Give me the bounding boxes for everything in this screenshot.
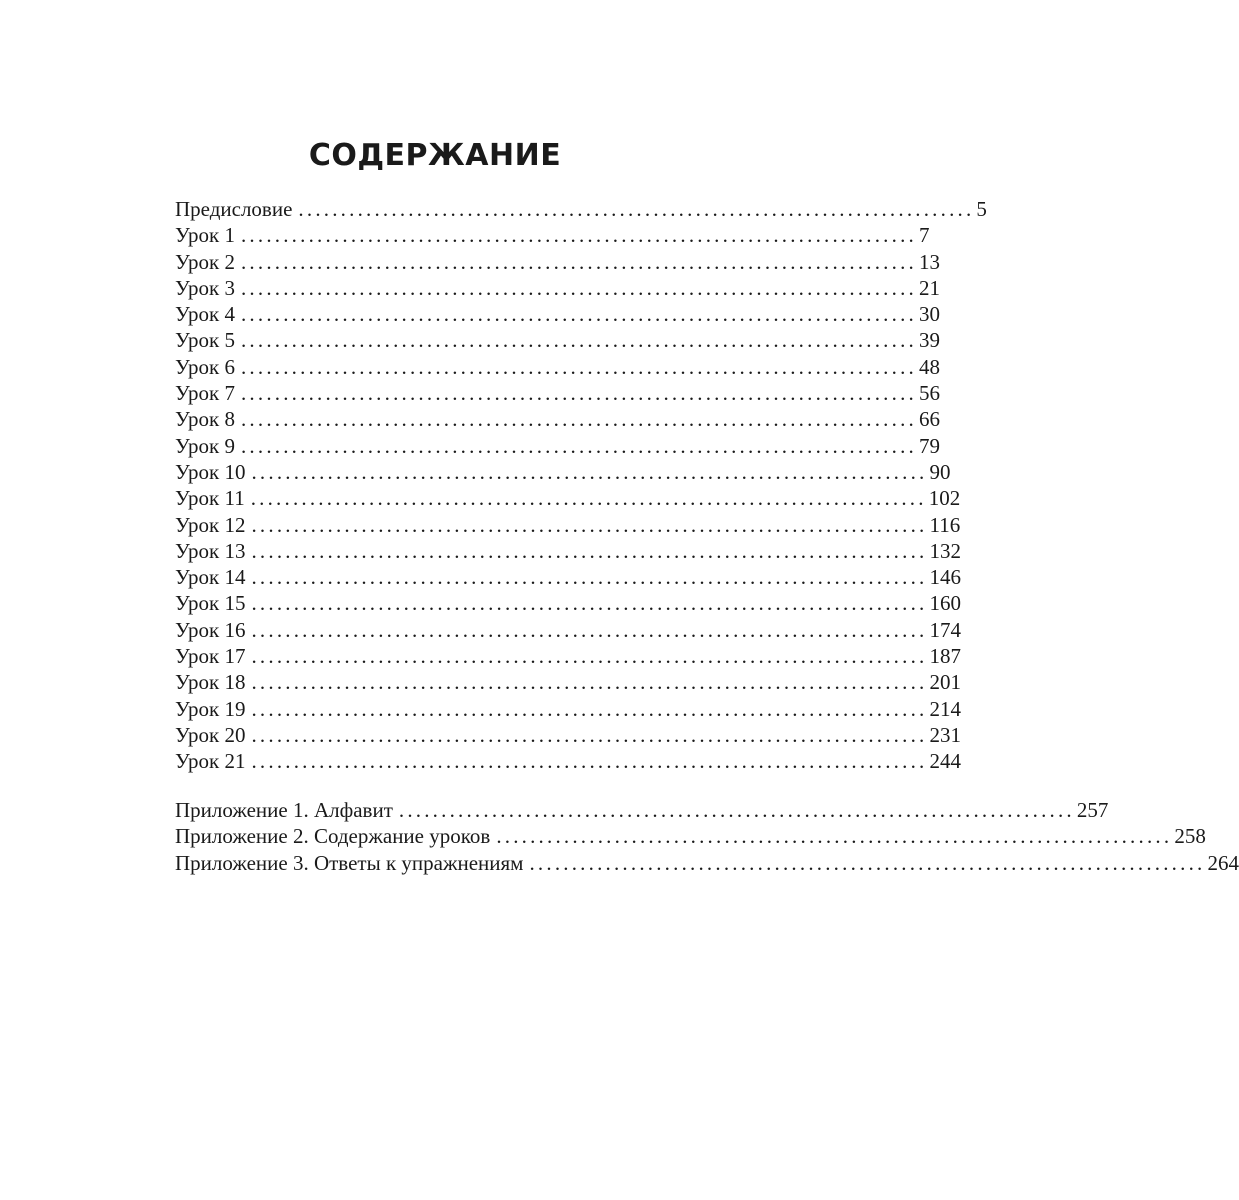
toc-entry-label: Урок 18 — [175, 670, 246, 695]
toc-entry-page: 244 — [929, 749, 961, 774]
toc-entry-page: 214 — [929, 696, 961, 721]
toc-dot-leader: ................................................................................ — [251, 459, 928, 484]
toc-entry-page: 231 — [929, 722, 961, 747]
toc-appendices-list — [175, 797, 1239, 876]
toc-dot-leader: ................................................................................ — [251, 670, 928, 695]
toc-dot-leader: ................................................................................ — [240, 328, 917, 353]
toc-dot-leader: ................................................................................ — [251, 591, 928, 616]
toc-entry-label: Урок 7 — [175, 381, 235, 406]
toc-entry-page: 201 — [929, 670, 961, 695]
toc-dot-leader: ................................................................................ — [529, 850, 1206, 875]
toc-entry-label: Урок 10 — [175, 459, 246, 484]
toc-entry-page: 174 — [929, 617, 961, 642]
toc-entry-page: 48 — [918, 354, 940, 379]
toc-dot-leader: ................................................................................ — [240, 249, 917, 274]
toc-entry-label: Урок 20 — [175, 722, 246, 747]
toc-dot-leader: ................................................................................ — [251, 644, 928, 669]
toc-entry — [175, 354, 940, 380]
toc-dot-leader: ................................................................................ — [251, 696, 928, 721]
toc-entry-page: 187 — [929, 644, 961, 669]
toc-dot-leader: ................................................................................ — [240, 433, 917, 458]
toc-entry-label: Урок 15 — [175, 591, 246, 616]
toc-entry — [175, 222, 930, 248]
toc-entry-page: 116 — [929, 512, 961, 537]
toc-dot-leader: ................................................................................ — [240, 275, 917, 300]
toc-entry — [175, 196, 987, 222]
toc-entry — [175, 696, 961, 722]
toc-entry — [175, 797, 1109, 823]
toc-entry — [175, 485, 961, 511]
toc-entry-page: 5 — [976, 197, 987, 221]
toc-entry-page: 13 — [918, 249, 940, 274]
toc-entry — [175, 275, 940, 301]
toc-dot-leader: ................................................................................ — [251, 512, 928, 537]
toc-entry-label: Урок 4 — [175, 302, 235, 327]
toc-entry-label: Урок 3 — [175, 275, 235, 300]
toc-entry — [175, 850, 1239, 876]
toc-entry — [175, 722, 961, 748]
toc-lessons-list — [175, 196, 987, 775]
toc-entry-label: Приложение 2. Содержание уроков — [175, 824, 491, 849]
toc-entry-page: 264 — [1207, 850, 1239, 875]
toc-entry-page: 258 — [1174, 824, 1206, 849]
toc-dot-leader: ................................................................................ — [251, 538, 928, 563]
toc-entry-page: 56 — [918, 381, 940, 406]
toc-entry-label: Урок 6 — [175, 354, 235, 379]
toc-entry — [175, 823, 1206, 849]
toc-dot-leader: ................................................................................ — [398, 798, 1075, 822]
toc-dot-leader: ................................................................................ — [240, 407, 917, 432]
toc-entry-label: Урок 8 — [175, 407, 235, 432]
toc-dot-leader: ................................................................................ — [250, 486, 927, 511]
toc-dot-leader: ................................................................................ — [240, 302, 917, 327]
toc-entry-label: Урок 5 — [175, 328, 235, 353]
toc-entry-page: 132 — [929, 538, 961, 563]
toc-entry — [175, 249, 940, 275]
toc-dot-leader: ................................................................................ — [251, 617, 928, 642]
toc-entry — [175, 380, 940, 406]
toc-dot-leader: ................................................................................ — [240, 381, 917, 406]
toc-entry-label: Приложение 1. Алфавит — [175, 798, 393, 822]
toc-entry-label: Урок 13 — [175, 538, 246, 563]
toc-entry-page: 90 — [929, 459, 951, 484]
toc-entry-label: Урок 21 — [175, 749, 246, 774]
toc-entry-page: 160 — [929, 591, 961, 616]
toc-entry — [175, 538, 961, 564]
toc-entry-label: Урок 14 — [175, 565, 246, 590]
toc-dot-leader: ................................................................................ — [298, 197, 975, 221]
toc-entry — [175, 406, 940, 432]
toc-entry-label: Урок 9 — [175, 433, 235, 458]
toc-entry-page: 102 — [928, 486, 961, 511]
toc-entry-label: Урок 12 — [175, 512, 246, 537]
toc-entry-page: 7 — [918, 223, 930, 248]
toc-entry — [175, 590, 961, 616]
toc-entry — [175, 301, 940, 327]
toc-dot-leader: ................................................................................ — [240, 354, 917, 379]
toc-entry-page: 66 — [918, 407, 940, 432]
toc-entry-label: Предисловие — [175, 197, 293, 221]
toc-dot-leader: ................................................................................ — [251, 722, 928, 747]
toc-entry — [175, 669, 961, 695]
toc-entry — [175, 512, 961, 538]
toc-entry-label: Приложение 3. Ответы к упражнениям — [175, 850, 524, 875]
toc-entry-label: Урок 16 — [175, 617, 246, 642]
toc-title: СОДЕРЖАНИЕ — [308, 138, 562, 173]
toc-entry-page: 257 — [1076, 798, 1109, 822]
toc-entry-label: Урок 1 — [175, 223, 235, 248]
toc-entry — [175, 564, 961, 590]
toc-entry-label: Урок 11 — [175, 486, 245, 511]
toc-entry-page: 39 — [918, 328, 940, 353]
toc-entry — [175, 643, 961, 669]
toc-entry — [175, 459, 951, 485]
toc-dot-leader: ................................................................................ — [496, 824, 1173, 849]
toc-entry-label: Урок 2 — [175, 249, 235, 274]
toc-entry — [175, 327, 940, 353]
toc-entry — [175, 617, 961, 643]
toc-entry-page: 21 — [918, 275, 940, 300]
toc-entry-page: 30 — [918, 302, 940, 327]
toc-entry-page: 79 — [918, 433, 940, 458]
toc-entry-label: Урок 19 — [175, 696, 246, 721]
toc-dot-leader: ................................................................................ — [251, 749, 928, 774]
toc-entry — [175, 433, 940, 459]
toc-dot-leader: ................................................................................ — [240, 223, 917, 248]
toc-entry-label: Урок 17 — [175, 644, 246, 669]
toc-dot-leader: ................................................................................ — [251, 565, 928, 590]
toc-entry — [175, 748, 961, 774]
toc-entry-page: 146 — [929, 565, 961, 590]
